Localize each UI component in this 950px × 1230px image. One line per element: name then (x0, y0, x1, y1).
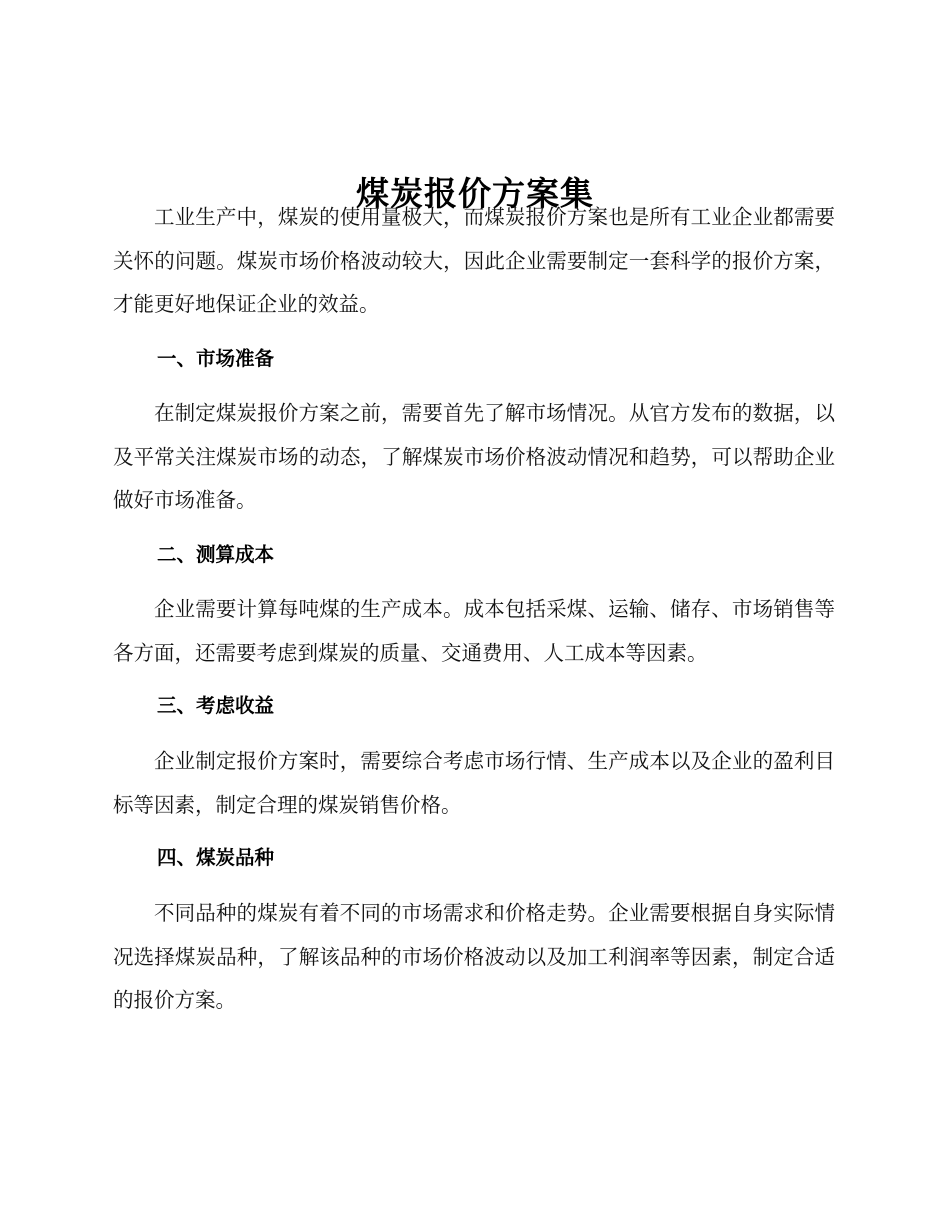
section-body-cost-estimation: 企业需要计算每吨煤的生产成本。成本包括采煤、运输、储存、市场销售等各方面，还需要考虑到煤炭的质量、交通费用、人工成本等因素。 (113, 597, 835, 665)
section-heading-coal-variety: 四、煤炭品种 (157, 846, 275, 869)
section-body-coal-variety: 不同品种的煤炭有着不同的市场需求和价格走势。企业需要根据自身实际情况选择煤炭品种，了解该品种的市场价格波动以及加工利润率等因素，制定合适的报价方案。 (113, 901, 835, 1012)
section-heading-revenue: 三、考虑收益 (157, 694, 275, 717)
section-body-market-preparation: 在制定煤炭报价方案之前，需要首先了解市场情况。从官方发布的数据，以及平常关注煤炭市场的动态，了解煤炭市场价格波动情况和趋势，可以帮助企业做好市场准备。 (113, 401, 835, 512)
page-title: 煤炭报价方案集 (356, 174, 594, 214)
section-heading-market-preparation: 一、市场准备 (157, 347, 275, 370)
intro-paragraph: 工业生产中，煤炭的使用量极大，而煤炭报价方案也是所有工业企业都需要关怀的问题。煤炭市场价格波动较大，因此企业需要制定一套科学的报价方案，才能更好地保证企业的效益。 (113, 205, 835, 316)
section-body-revenue: 企业制定报价方案时，需要综合考虑市场行情、生产成本以及企业的盈利目标等因素，制定合理的煤炭销售价格。 (113, 749, 835, 817)
section-heading-cost-estimation: 二、测算成本 (157, 543, 275, 566)
